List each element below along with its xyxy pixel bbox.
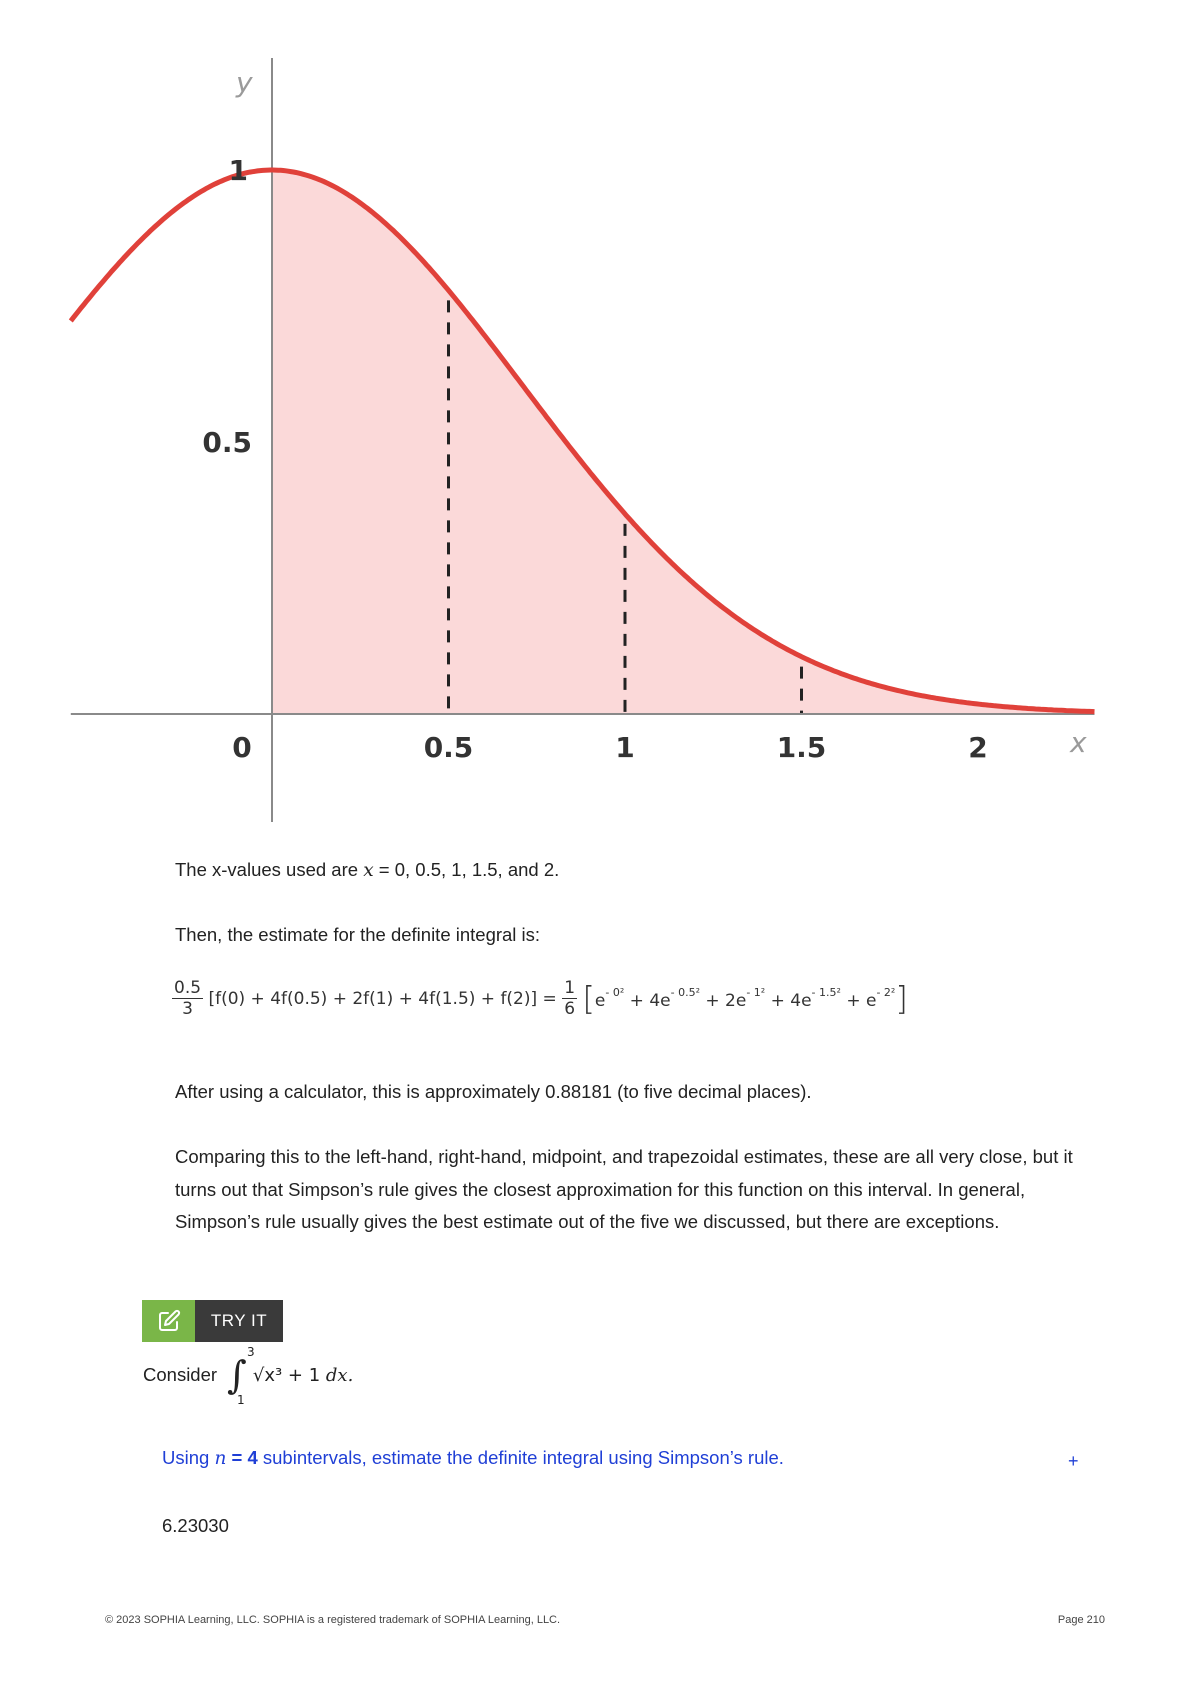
- copyright-text: © 2023 SOPHIA Learning, LLC. SOPHIA is a registered trademark of SOPHIA Learning, LLC.: [105, 1614, 561, 1626]
- fraction-step: $\frac{0.5}{3}$: [174, 978, 202, 1019]
- x-tick-label-0: 0: [232, 731, 252, 764]
- page-number: Page 210: [1057, 1614, 1105, 1626]
- y-tick-label-0: 0.5: [202, 426, 252, 459]
- page-footer: [105, 1614, 1105, 1626]
- x-tick-label-4: 2: [968, 731, 988, 764]
- answer-value: 6.23030: [162, 1515, 229, 1536]
- function-graph: [0, 0, 1200, 840]
- y-tick-label-1: 1: [228, 154, 248, 187]
- expand-answer-button[interactable]: +: [1068, 1451, 1079, 1471]
- question-toggle[interactable]: Using n = 4 subintervals, estimate the definite integral using Simpson’s rule.: [162, 1447, 784, 1469]
- x-tick-label-2: 1: [615, 731, 635, 764]
- try-it-header: [142, 1300, 283, 1342]
- consider-integral: Consider ∫ 3 1 √x³ + 1 dx.: [143, 1345, 354, 1407]
- y-axis-label: y: [236, 66, 253, 99]
- x-axis-label: x: [1070, 726, 1087, 759]
- x-tick-label-1: 0.5: [423, 731, 474, 764]
- calculator-sentence: After using a calculator, this is approximately 0.88181 (to five decimal places).: [175, 1081, 812, 1102]
- then-sentence: Then, the estimate for the definite integral is:: [175, 924, 541, 945]
- shaded-area: [272, 170, 1095, 714]
- try-it-label: TRY IT: [195, 1300, 283, 1342]
- integral-sign: ∫ 3 1: [227, 1345, 255, 1407]
- simpson-formula: $\frac{0.5}{3}$ [f(0) + 4f(0.5) + 2f(1) + 4f(1.5) + f(2)] = $\frac{1}{6}$ $[e^{- 0^2} + 4e^{- 0.5^2} + 2e^{- 1^2} + 4e^{- 1.5^2} + e^{- 2^2}]$: [174, 978, 908, 1019]
- integrand: √x³ + 1 dx.: [252, 1364, 354, 1386]
- xvalues-sentence: The x-values used are x = 0, 0.5, 1, 1.5, and 2.: [175, 859, 560, 881]
- pencil-edit-icon: [142, 1300, 195, 1342]
- x-tick-label-3: 1.5: [776, 731, 827, 764]
- comparison-paragraph: Comparing this to the left-hand, right-hand, midpoint, and trapezoidal estimates, these are all very close, but it turns out that Simpson’s rule gives the closest approximation for this function on this interval. In general, Simpson’s rule usually gives the best estimate out of the five we discussed, but there are exceptions.: [175, 1146, 1073, 1232]
- fraction-one-sixth: $\frac{1}{6}$: [564, 978, 576, 1019]
